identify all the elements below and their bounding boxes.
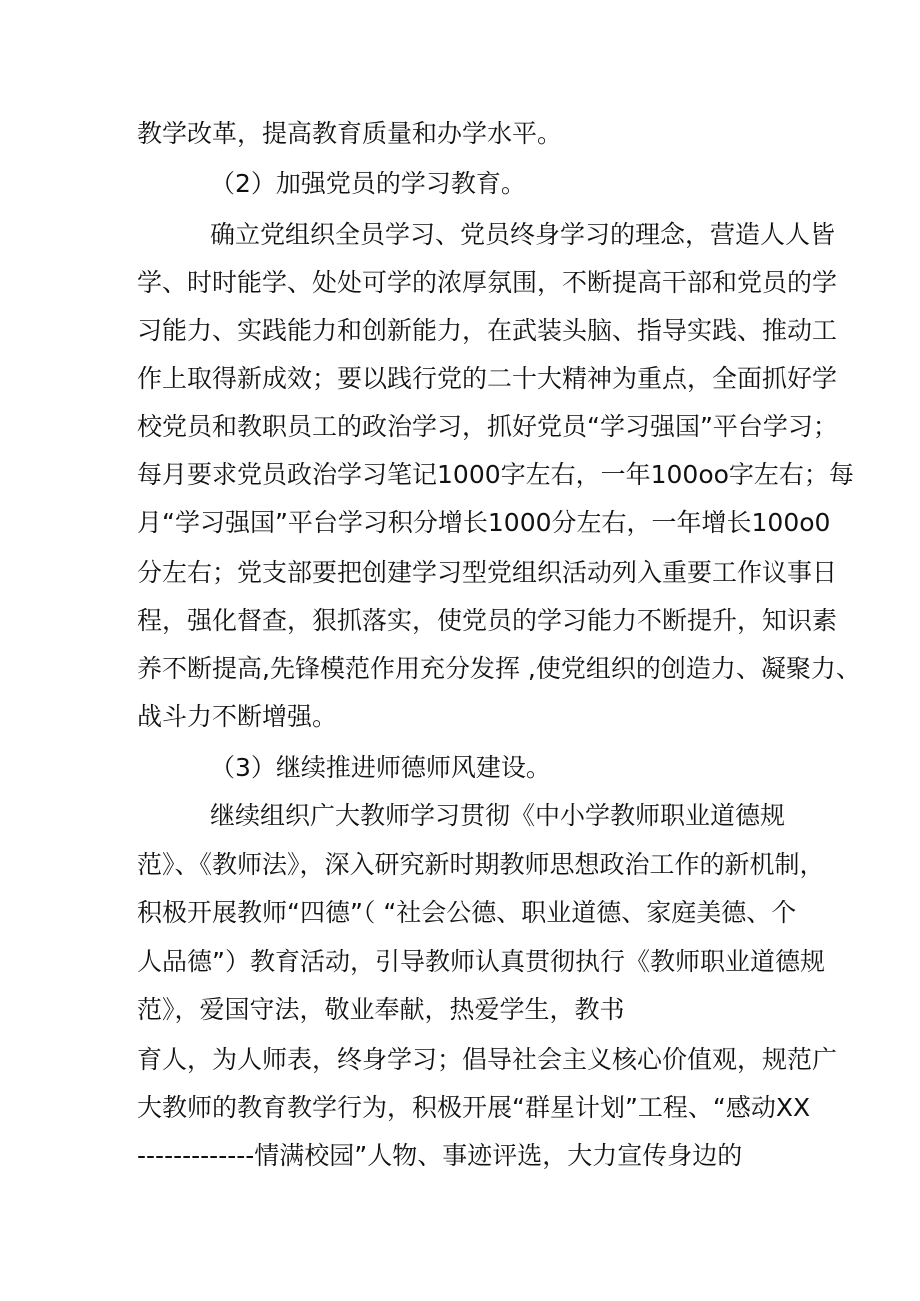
paragraph-line: 每月要求党员政治学习笔记1000字左右，一年100oo字左右；每 [137,460,854,489]
paragraph-line: 育人，为人师表，终身学习；倡导社会主义核心价值观，规范广 [137,1045,838,1074]
section-heading-3: （3）继续推进师德师风建设。 [210,753,551,782]
paragraph-line: 月“学习强国”平台学习积分增长1000分左右，一年增长100o0 [137,508,831,537]
paragraph-line: 程，强化督查，狠抓落实，使党员的学习能力不断提升，知识素 [137,606,838,635]
paragraph-line: 大教师的教育教学行为，积极开展“群星计划”工程、“感动XX [137,1093,811,1122]
text-line-1: 教学改革，提高教育质量和办学水平。 [137,119,563,148]
paragraph-line: 范》，爱国守法，敬业奉献，热爱学生，教书 [137,995,625,1024]
paragraph-line: 养不断提高,先锋模范作用充分发挥 ,使党组织的创造力、凝聚力、 [137,654,861,683]
paragraph-line: 习能力、实践能力和创新能力，在武装头脑、指导实践、推动工 [137,316,838,345]
paragraph-line: 确立党组织全员学习、党员终身学习的理念，营造人人皆 [210,220,836,249]
paragraph-line: 作上取得新成效；要以践行党的二十大精神为重点，全面抓好学 [137,364,838,393]
paragraph-line: 人品德”）教育活动，引导教师认真贯彻执行《教师职业道德规 [137,947,825,976]
section-heading-2: （2）加强党员的学习教育。 [210,169,526,198]
paragraph-line: 校党员和教职员工的政治学习，抓好党员“学习强国”平台学习； [137,412,838,441]
paragraph-line: 战斗力不断增强。 [137,702,338,731]
paragraph-line: 学、时时能学、处处可学的浓厚氛围，不断提高干部和党员的学 [137,268,838,297]
paragraph-line: 继续组织广大教师学习贯彻《中小学教师职业道德规 [210,801,786,830]
paragraph-line: -------------情满校园”人物、事迹评选，大力宣传身边的 [137,1141,743,1170]
paragraph-line: 范》、《教师法》，深入研究新时期教师思想政治工作的新机制， [137,850,825,879]
paragraph-line: 积极开展教师“四德”（ “社会公德、职业道德、家庭美德、个 [137,898,797,927]
paragraph-line: 分左右；党支部要把创建学习型党组织活动列入重要工作议事日 [137,558,838,587]
